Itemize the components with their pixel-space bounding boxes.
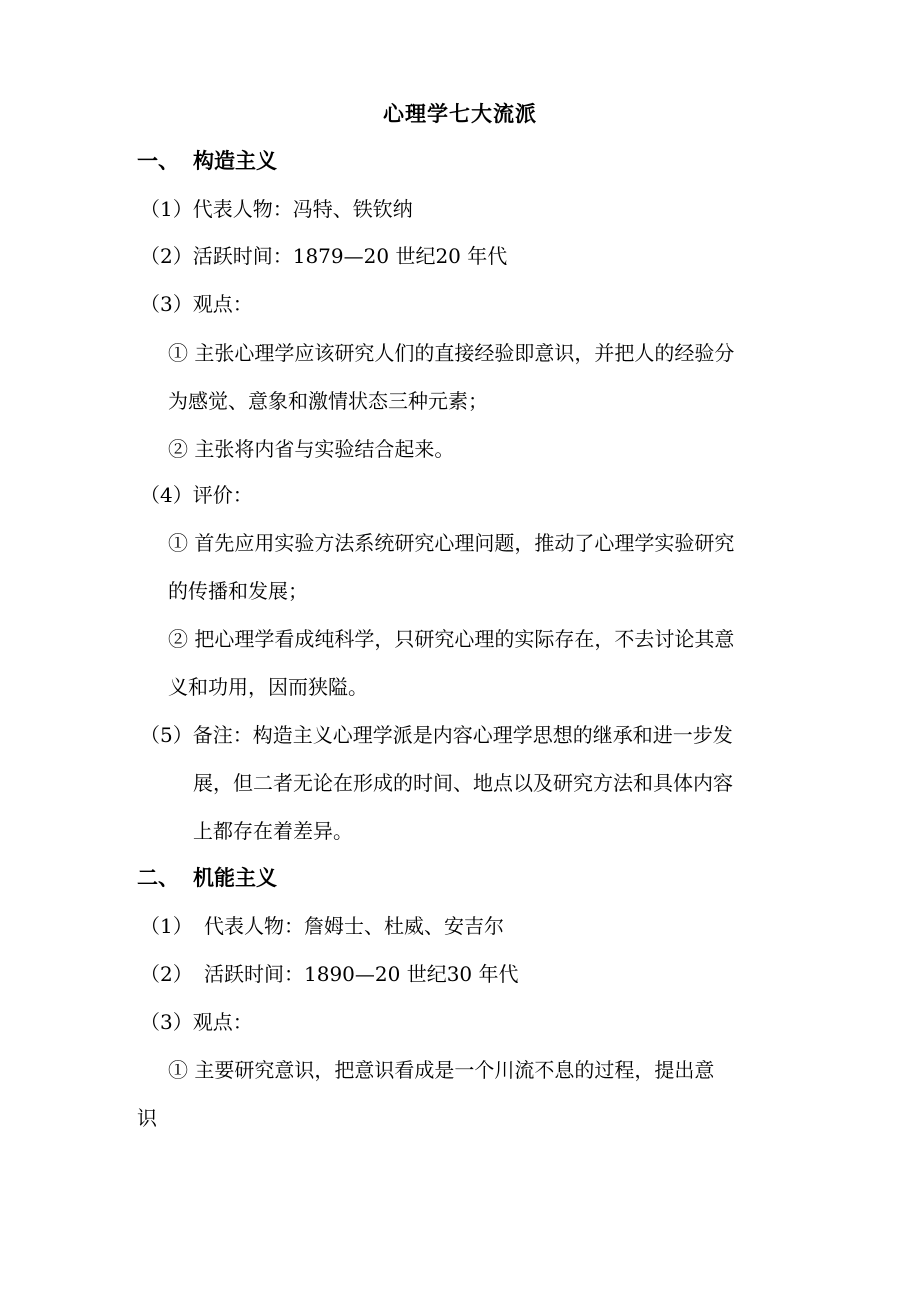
list-item <box>140 958 519 990</box>
paragraph-line: ② 把心理学看成纯科学，只研究心理的实际存在，不去讨论其意 <box>168 627 735 651</box>
section-heading-1 <box>137 145 277 177</box>
page-title: 心理学七大流派 <box>383 102 537 126</box>
paragraph-line: 识 <box>137 1106 157 1130</box>
list-item <box>140 719 733 751</box>
section-number: 一、 <box>137 149 179 173</box>
item-text: 代表人物：詹姆士、杜威、安吉尔 <box>204 914 504 938</box>
item-number: （2） <box>140 244 193 268</box>
list-item <box>140 288 253 320</box>
list-item <box>140 240 507 272</box>
paragraph-line: 上都存在着差异。 <box>193 819 353 843</box>
item-number: （1） <box>140 197 193 221</box>
item-number: （5） <box>140 723 193 747</box>
item-number: （3） <box>140 1010 193 1034</box>
paragraph-line: ① 主要研究意识，把意识看成是一个川流不息的过程，提出意 <box>168 1058 715 1082</box>
paragraph-line: 的传播和发展； <box>168 579 308 603</box>
paragraph-line: 展，但二者无论在形成的时间、地点以及研究方法和具体内容 <box>193 771 733 795</box>
item-text: 活跃时间：1890—20 世纪30 年代 <box>204 962 519 986</box>
list-item <box>140 479 253 511</box>
item-number: （2） <box>140 962 193 986</box>
item-text: 备注：构造主义心理学派是内容心理学思想的继承和进一步发 <box>192 723 733 747</box>
item-number: （1） <box>140 914 193 938</box>
section-number: 二、 <box>137 866 179 890</box>
paragraph-line: 为感觉、意象和激情状态三种元素； <box>168 389 488 413</box>
section-title: 构造主义 <box>193 149 277 173</box>
item-text: 活跃时间：1879—20 世纪20 年代 <box>192 244 508 268</box>
paragraph-line: 义和功用，因而狭隘。 <box>168 675 368 699</box>
item-text: 评价： <box>192 483 253 507</box>
item-text: 观点： <box>192 1010 253 1034</box>
list-item <box>140 910 504 942</box>
list-item <box>140 1006 253 1038</box>
section-title: 机能主义 <box>193 866 277 890</box>
paragraph-line: ① 首先应用实验方法系统研究心理问题，推动了心理学实验研究 <box>168 531 735 555</box>
paragraph-line: ① 主张心理学应该研究人们的直接经验即意识，并把人的经验分 <box>168 341 735 365</box>
item-number: （3） <box>140 292 193 316</box>
list-item <box>140 193 413 225</box>
item-number: （4） <box>140 483 193 507</box>
item-text: 观点： <box>192 292 253 316</box>
paragraph-line: ② 主张将内省与实验结合起来。 <box>168 437 455 461</box>
item-text: 代表人物：冯特、铁钦纳 <box>192 197 413 221</box>
section-heading-2 <box>137 862 277 894</box>
